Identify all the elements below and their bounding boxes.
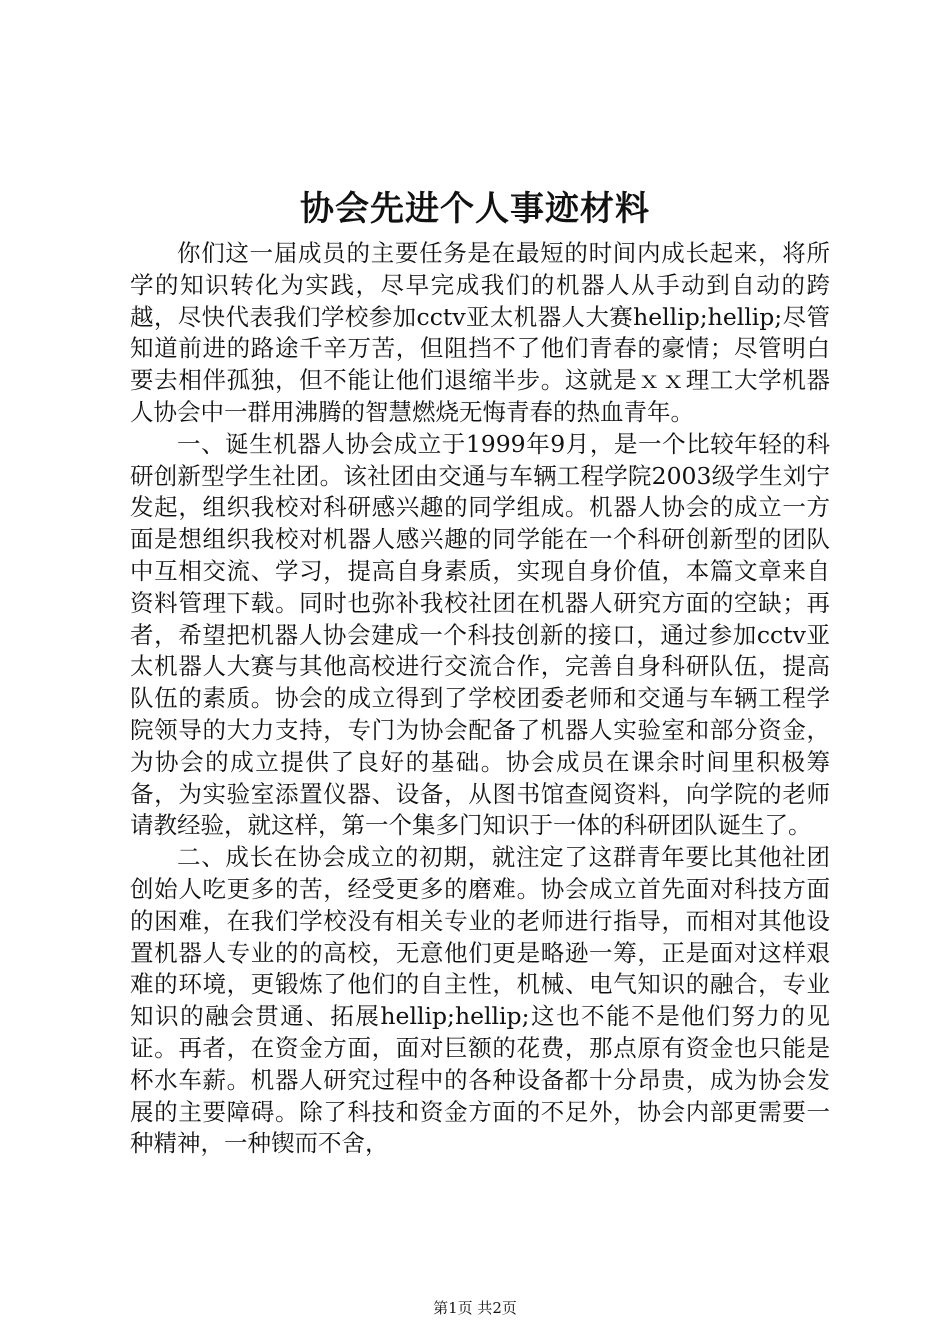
page-footer: 第1页 共2页: [433, 1299, 517, 1317]
paragraph-birth: 一、诞生机器人协会成立于1999年9月，是一个比较年轻的科研创新型学生社团。该社团由交通与车辆工程学院2003级学生刘宁发起，组织我校对科研感兴趣的同学组成。机器人协会的成立一方面是想组织我校对机器人感兴趣的同学能在一个科研创新型的团队中互相交流、学习，提高自身素质，实现自身价值，本篇文章来自资料管理下载。同时也弥补我校社团在机器人研究方面的空缺；再者，希望把机器人协会建成一个科技创新的接口，通过参加cctv亚太机器人大赛与其他高校进行交流合作，完善自身科研队伍，提高队伍的素质。协会的成立得到了学校团委老师和交通与车辆工程学院领导的大力支持，专门为协会配备了机器人实验室和部分资金，为协会的成立提供了良好的基础。协会成员在课余时间里积极筹备，为实验室添置仪器、设备，从图书馆查阅资料，向学院的老师请教经验，就这样，第一个集多门知识于一体的科研团队诞生了。: [130, 429, 830, 840]
document-body: [130, 238, 830, 1160]
paragraph-intro: 你们这一届成员的主要任务是在最短的时间内成长起来，将所学的知识转化为实践，尽早完成我们的机器人从手动到自动的跨越，尽快代表我们学校参加cctv亚太机器人大赛hellip;hellip;尽管知道前进的路途千辛万苦，但阻挡不了他们青春的豪情；尽管明白要去相伴孤独，但不能让他们退缩半步。这就是ｘｘ理工大学机器人协会中一群用沸腾的智慧燃烧无悔青春的热血青年。: [130, 239, 830, 426]
document-title: 协会先进个人事迹材料: [300, 189, 650, 229]
paragraph-growth: 二、成长在协会成立的初期，就注定了这群青年要比其他社团创始人吃更多的苦，经受更多的磨难。协会成立首先面对科技方面的困难，在我们学校没有相关专业的老师进行指导，而相对其他设置机器人专业的的高校，无意他们更是略逊一筹，正是面对这样艰难的环境，更锻炼了他们的自主性，机械、电气知识的融合，专业知识的融会贯通、拓展hellip;hellip;这也不能不是他们努力的见证。再者，在资金方面，面对巨额的花费，那点原有资金也只能是杯水车薪。机器人研究过程中的各种设备都十分昂贵，成为协会发展的主要障碍。除了科技和资金方面的不足外，协会内部更需要一种精神，一种锲而不舍，: [130, 843, 830, 1158]
